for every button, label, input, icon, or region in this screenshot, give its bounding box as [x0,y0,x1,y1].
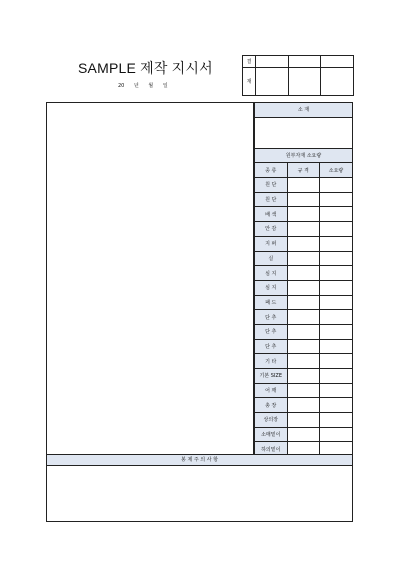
approval-sign-cell[interactable] [256,68,289,96]
quantity-value-cell[interactable] [320,413,353,428]
spec-value-cell[interactable] [287,383,320,398]
spec-row [255,310,353,325]
quantity-value-cell[interactable] [320,280,353,295]
spec-row [255,383,353,398]
spec-row-label: 소매밑이 [255,427,288,442]
quantity-value-cell[interactable] [320,427,353,442]
spec-value-cell[interactable] [287,413,320,428]
quantity-value-cell[interactable] [320,383,353,398]
quantity-value-cell[interactable] [320,324,353,339]
spec-row-label: 패 드 [255,295,288,310]
spec-row [255,236,353,251]
order-form [46,102,353,522]
spec-value-cell[interactable] [287,178,320,193]
date-year-unit: 년 [133,83,139,89]
approval-box [242,55,354,96]
quantity-value-cell[interactable] [320,207,353,222]
spec-row-label: 기본 SIZE [255,369,288,384]
spec-row [255,427,353,442]
spec-row [255,207,353,222]
spec-row-label: 어 깨 [255,383,288,398]
approval-title-cell [321,56,354,68]
quantity-value-cell[interactable] [320,192,353,207]
quantity-value-cell[interactable] [320,310,353,325]
spec-row-label: 단 추 [255,339,288,354]
date-month-unit: 월 [148,83,154,89]
spec-row-label: 안 감 [255,222,288,237]
spec-row [255,295,353,310]
spec-row-label: 원 단 [255,192,288,207]
approval-sign-cell[interactable] [321,68,354,96]
spec-row-label: 원 단 [255,178,288,193]
drawing-area[interactable] [47,103,254,454]
notes-header: 봉 제 주 의 사 항 [47,454,352,466]
col-spec-header: 규 격 [287,163,320,178]
quantity-value-cell[interactable] [320,236,353,251]
quantity-value-cell[interactable] [320,222,353,237]
approval-label-1: 결 [243,56,256,68]
spec-row [255,178,353,193]
spec-row-label: 심 지 [255,280,288,295]
spec-row [255,222,353,237]
spec-value-cell[interactable] [287,236,320,251]
quantity-value-cell[interactable] [320,266,353,281]
spec-row-label: 심 지 [255,266,288,281]
spec-row-label: 단 추 [255,324,288,339]
spec-row [255,324,353,339]
accessories-header: 원부자재 소요량 [255,148,353,163]
quantity-value-cell[interactable] [320,178,353,193]
spec-row [255,192,353,207]
date-year: 20 [118,83,125,89]
material-header: 소 재 [255,103,353,117]
spec-value-cell[interactable] [287,398,320,413]
spec-value-cell[interactable] [287,369,320,384]
date-day-unit: 일 [162,83,168,89]
spec-row-label: 지 퍼 [255,236,288,251]
spec-value-cell[interactable] [287,427,320,442]
spec-row-label: 상의장 [255,413,288,428]
spec-row [255,266,353,281]
spec-value-cell[interactable] [287,207,320,222]
spec-row-label: 배 색 [255,207,288,222]
spec-row-label: 실 [255,251,288,266]
spec-value-cell[interactable] [287,266,320,281]
col-quantity-header: 소요량 [320,163,353,178]
spec-table [254,103,352,457]
quantity-value-cell[interactable] [320,354,353,369]
spec-rows [255,178,353,457]
spec-row-label: 기 타 [255,354,288,369]
quantity-value-cell[interactable] [320,251,353,266]
quantity-value-cell[interactable] [320,295,353,310]
spec-row [255,251,353,266]
spec-row-label: 단 추 [255,310,288,325]
quantity-value-cell[interactable] [320,398,353,413]
spec-value-cell[interactable] [287,280,320,295]
quantity-value-cell[interactable] [320,339,353,354]
spec-value-cell[interactable] [287,222,320,237]
notes-area[interactable] [47,466,352,521]
approval-title-cell [256,56,289,68]
spec-value-cell[interactable] [287,251,320,266]
material-field[interactable] [255,117,353,148]
spec-row [255,354,353,369]
spec-value-cell[interactable] [287,295,320,310]
approval-title-cell [288,56,321,68]
spec-value-cell[interactable] [287,324,320,339]
quantity-value-cell[interactable] [320,369,353,384]
spec-value-cell[interactable] [287,192,320,207]
spec-row [255,413,353,428]
spec-row [255,280,353,295]
approval-label-2: 재 [243,68,256,96]
approval-sign-cell[interactable] [288,68,321,96]
spec-value-cell[interactable] [287,310,320,325]
page-title: SAMPLE 제작 지시서 [78,60,213,76]
spec-value-cell[interactable] [287,339,320,354]
spec-row-label: 총 장 [255,398,288,413]
date-line [118,82,176,89]
col-type-header: 종 류 [255,163,288,178]
spec-value-cell[interactable] [287,354,320,369]
spec-row [255,369,353,384]
spec-row [255,339,353,354]
spec-row [255,398,353,413]
spec-row-label: 하의밑이 [255,442,288,457]
